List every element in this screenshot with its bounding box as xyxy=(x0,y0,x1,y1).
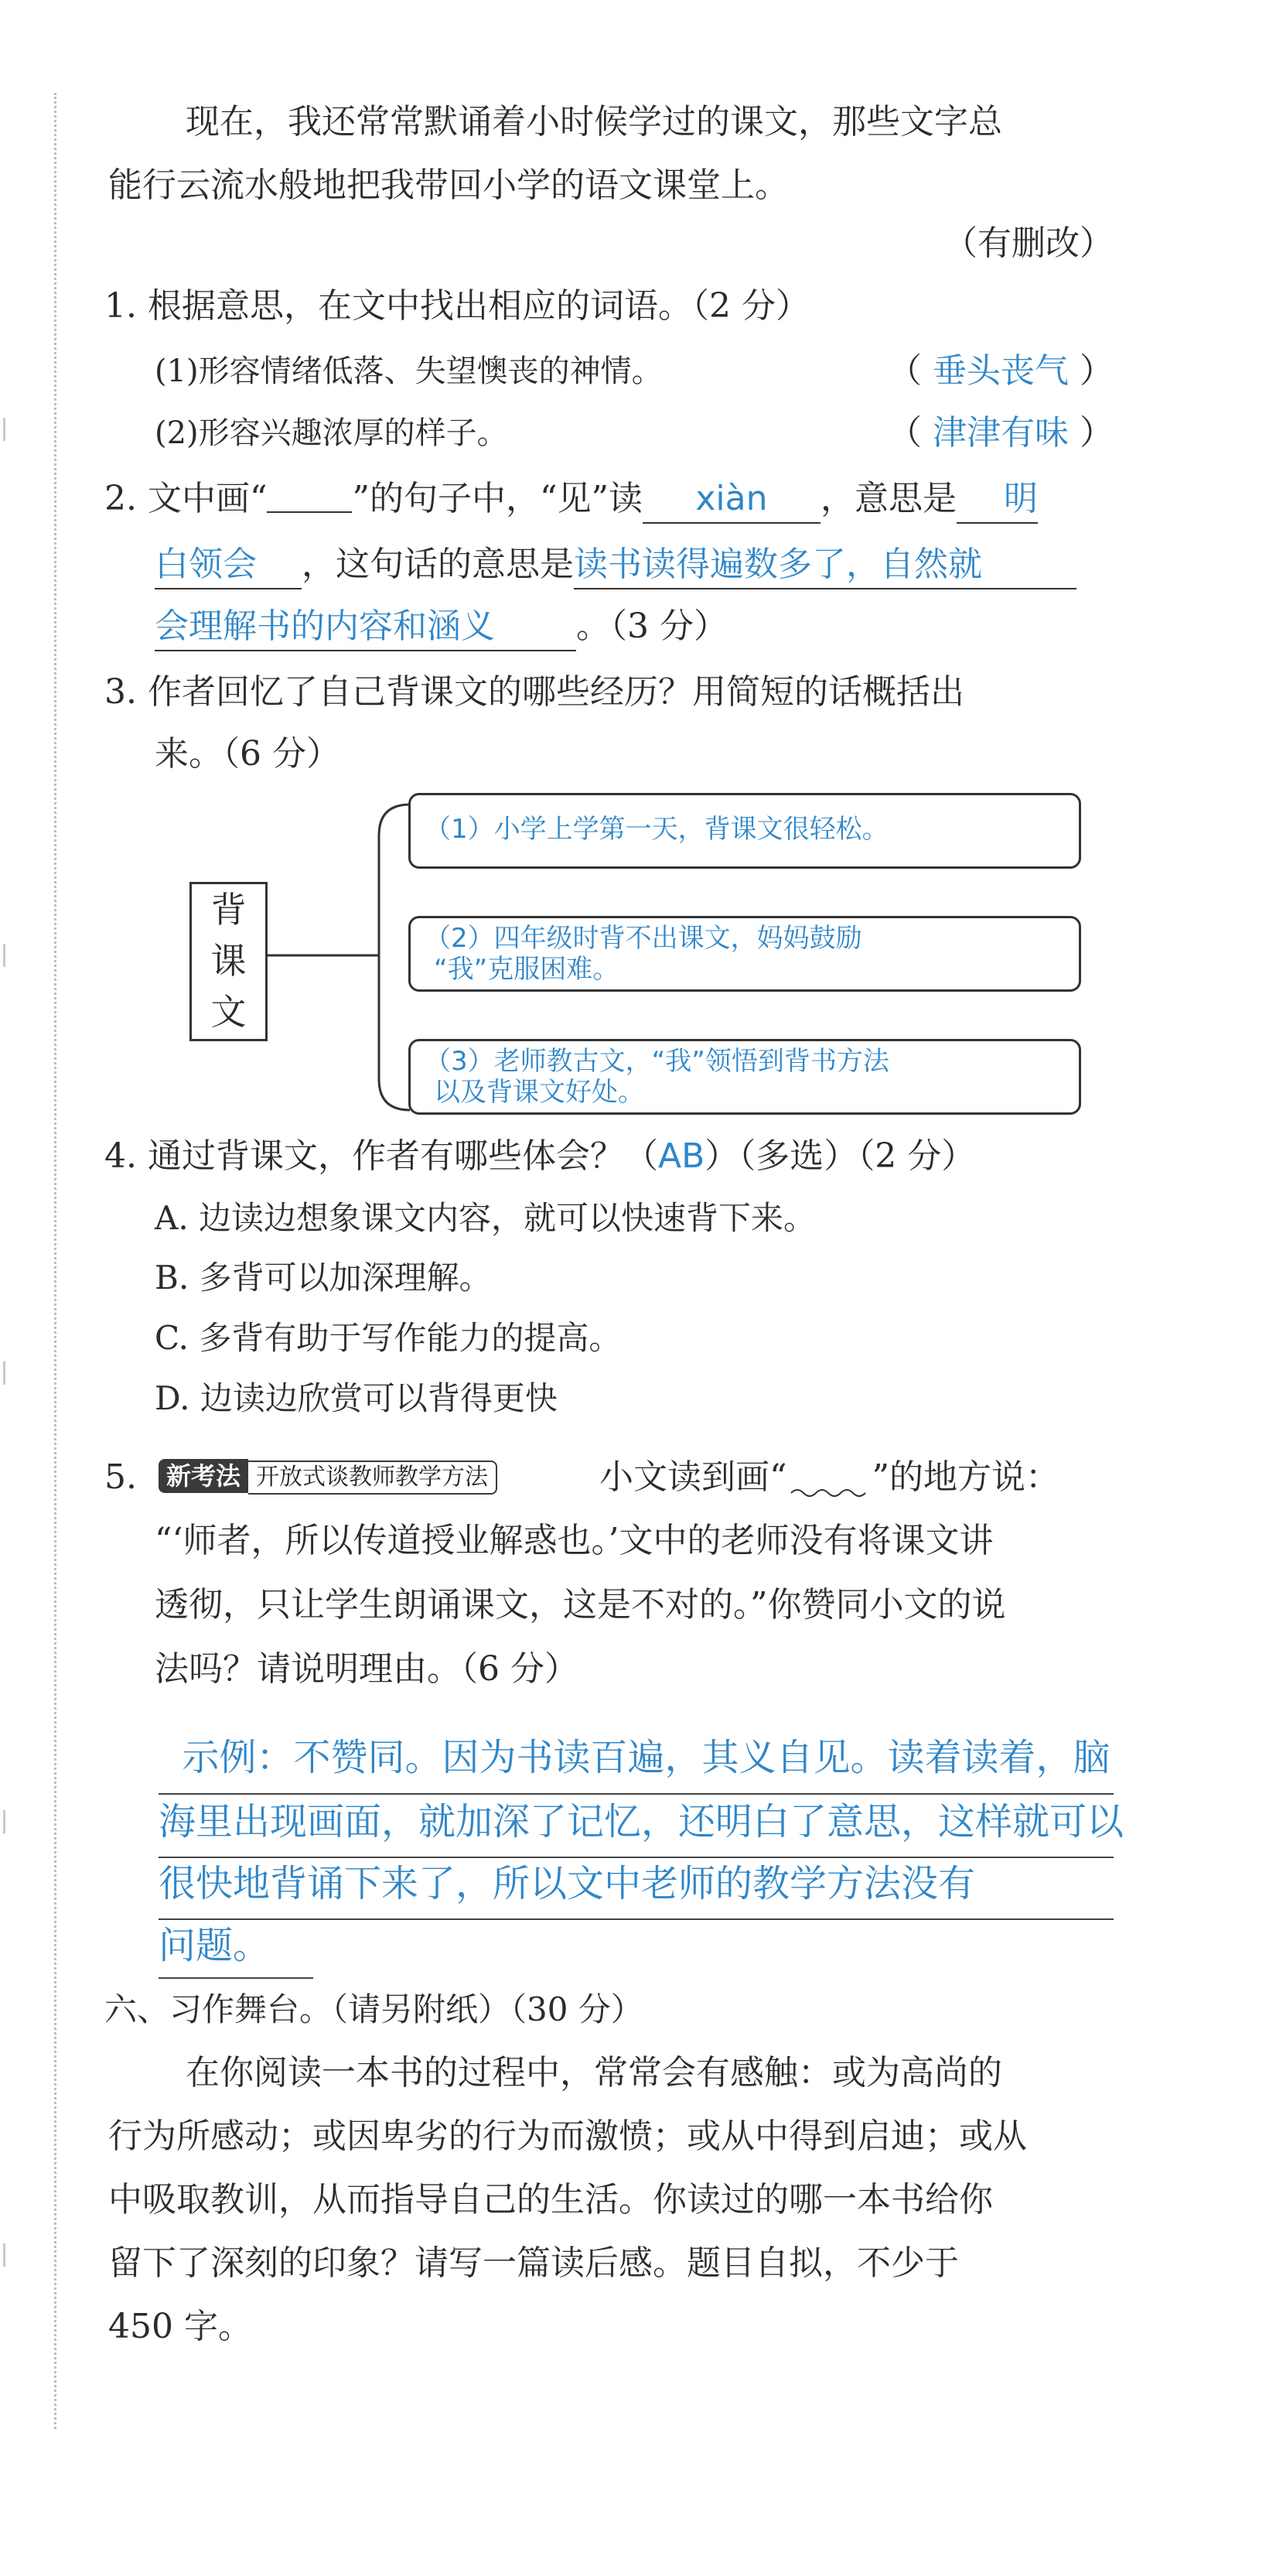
q5-number: 5. xyxy=(104,1457,137,1497)
q3-stem-line-2: 来。（6 分） xyxy=(155,734,340,774)
intro-line-1: 现在，我还常常默诵着小时候学过的课文，那些文字总 xyxy=(186,102,1002,142)
section-6-line-1: 在你阅读一本书的过程中，常常会有感触：或为高尚的 xyxy=(186,2053,1002,2093)
section-6-line-2: 行为所感动；或因卑劣的行为而激愤；或从中得到启迪；或从 xyxy=(108,2116,1027,2156)
new-exam-tag: 新考法 xyxy=(159,1459,248,1493)
q4-option-c: C. 多背有助于写作能力的提高。 xyxy=(155,1319,622,1357)
q5-answer-line-3: 很快地背诵下来了，所以文中老师的教学方法没有 xyxy=(159,1862,976,1905)
q2-part-2: ”的句子中，“见”读 xyxy=(352,479,643,518)
answer-underline xyxy=(159,1793,1114,1795)
q3-branch-1-line-1: （1）小学上学第一天，背课文很轻松。 xyxy=(425,814,889,845)
q3-branch-3-line-2: 以及背课文好处。 xyxy=(434,1077,644,1108)
q5-line-4: 法吗？请说明理由。（6 分） xyxy=(155,1649,578,1689)
q5-answer-line-2: 海里出现画面，就加深了记忆，还明白了意思，这样就可以 xyxy=(159,1800,1124,1843)
q4-option-b: B. 多背可以加深理解。 xyxy=(155,1259,492,1297)
paren-open: （ xyxy=(888,351,922,391)
section-6-line-3: 中吸取教训，从而指导自己的生活。你读过的哪一本书给你 xyxy=(108,2180,993,2219)
q5-answer-line-1: 示例：不赞同。因为书读百遍，其义自见。读着读着，脑 xyxy=(159,1736,1111,1779)
q3-stem-line-1: 3. 作者回忆了自己背课文的哪些经历？用简短的话概括出 xyxy=(104,672,964,712)
margin-mark xyxy=(3,1361,13,1385)
q2-meaning-answer-a: 明 xyxy=(957,476,1038,524)
paren-close: ） xyxy=(1080,413,1114,453)
q5-line-1b: ”的地方说： xyxy=(872,1457,1059,1497)
section-6-line-4: 留下了深刻的印象？请写一篇读后感。题目自拟，不少于 xyxy=(108,2243,959,2283)
root-char: 文 xyxy=(210,991,247,1033)
q5-answer-line-4: 问题。 xyxy=(159,1924,271,1967)
q4-option-a: A. 边读边想象课文内容，就可以快速背下来。 xyxy=(155,1199,817,1237)
q4-stem-a: 4. 通过背课文，作者有哪些体会？（ xyxy=(104,1136,658,1176)
q5-line-1a: 小文读到画“ xyxy=(599,1457,787,1497)
q1-item-2-answer: 津津有味 xyxy=(933,413,1069,453)
q5-line-2: “‘师者，所以传道授业解惑也。’文中的老师没有将课文讲 xyxy=(155,1521,994,1560)
q5-line-3: 透彻，只让学生朗诵课文，这是不对的。”你赞同小文的说 xyxy=(155,1585,1006,1625)
q1-item-2-text: (2)形容兴趣浓厚的样子。 xyxy=(155,415,508,451)
q3-branch-box-1 xyxy=(408,793,1081,869)
intro-line-2: 能行云流水般地把我带回小学的语文课堂上。 xyxy=(108,166,789,205)
q2-pinyin-answer: xiàn xyxy=(643,476,821,524)
q3-root-box xyxy=(189,882,268,1041)
q1-item-1-text: (1)形容情绪低落、失望懊丧的神情。 xyxy=(155,354,663,389)
q1-item-1-answer: 垂头丧气 xyxy=(933,351,1069,391)
q3-branch-box-3 xyxy=(408,1039,1081,1115)
q3-branch-2-line-2: “我”克服困难。 xyxy=(434,954,619,985)
q4-stem-b: ）（多选）（2 分） xyxy=(705,1136,976,1176)
q4-answer: AB xyxy=(657,1136,705,1176)
q5-wavy-sample xyxy=(787,1454,872,1501)
q2-meaning-answer-b: 白领会 xyxy=(155,542,302,589)
q2-sentence-answer-b: 会理解书的内容和涵义 xyxy=(155,603,576,651)
q2-part-1: 2. 文中画“ xyxy=(104,479,268,518)
margin-mark xyxy=(3,1810,13,1833)
source-note: （有删改） xyxy=(943,224,1114,263)
answer-underline xyxy=(159,1918,1114,1920)
q3-branch-3-line-1: （3）老师教古文，“我”领悟到背书方法 xyxy=(425,1046,889,1077)
q2-part-5: 。（3 分） xyxy=(576,606,728,646)
paren-close: ） xyxy=(1080,351,1114,391)
bracket-curve xyxy=(379,805,410,1110)
answer-underline xyxy=(159,1977,313,1979)
q3-branch-2-line-1: （2）四年级时背不出课文，妈妈鼓励 xyxy=(425,923,862,954)
root-char: 背 xyxy=(210,889,247,931)
answer-underline xyxy=(159,1857,1114,1858)
q2-part-3: ，意思是 xyxy=(820,479,957,518)
q2-sentence-answer-a: 读书读得遍数多了，自然就 xyxy=(574,542,1076,589)
paren-open: （ xyxy=(888,413,922,453)
section-6-title: 六、习作舞台。（请另附纸）（30 分） xyxy=(104,1990,643,2028)
q3-branch-box-2 xyxy=(408,916,1081,992)
q1-stem: 1. 根据意思，在文中找出相应的词语。（2 分） xyxy=(104,286,810,326)
q4-option-d: D. 边读边欣赏可以背得更快 xyxy=(155,1379,558,1417)
tag-topic: 开放式谈教师教学方法 xyxy=(248,1461,497,1495)
section-6-line-5: 450 字。 xyxy=(108,2307,252,2346)
root-char: 课 xyxy=(210,940,247,982)
q5-line-1 xyxy=(599,1454,1059,1501)
margin-mark xyxy=(3,2243,13,2267)
q2-part-4: ，这句话的意思是 xyxy=(302,545,574,584)
q4-stem xyxy=(104,1133,975,1180)
q5-tag xyxy=(159,1459,497,1495)
